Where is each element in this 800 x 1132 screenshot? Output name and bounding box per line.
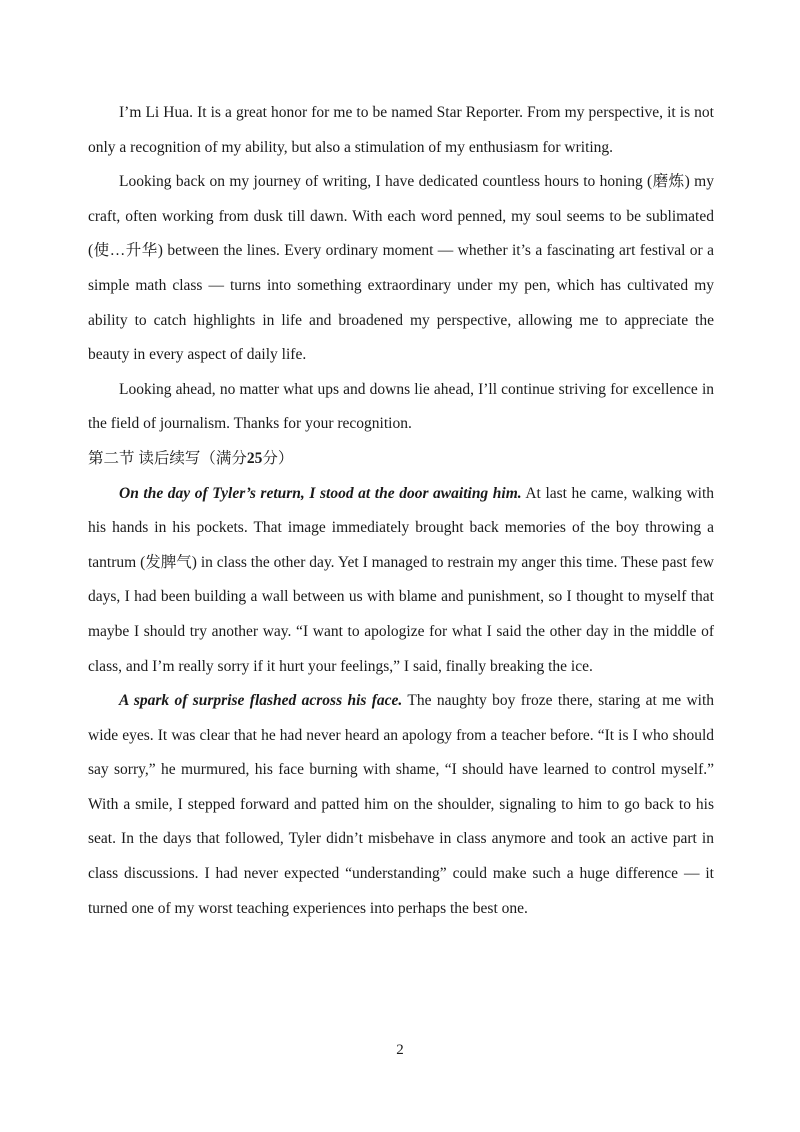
paragraph-body-text: The naughty boy froze there, staring at me with wide eyes. It was clear that he had never heard an apology from a teacher before. “It is I who should say sorry,” he murmured, his face burning with shame, “I should have learned to control myself.” With a smile, I stepped forward and patted him on the shoulder, signaling to him to go back to his seat. In the days that followed, Tyler didn’t misbehave in class anymore and took an active part in class discussions. I had never expected “understanding” could make such a huge difference — it turned one of my worst teaching experiences into perhaps the best one. [88,692,714,917]
paragraph-lead-sentence: On the day of Tyler’s return, I stood at the door awaiting him. [119,484,522,502]
page-number: 2 [396,1042,404,1058]
section-heading-suffix: 分） [262,449,294,467]
paragraph-journey: Looking back on my journey of writing, I have dedicated countless hours to honing (磨炼) my craft, often working from dusk till dawn. With each word penned, my soul seems to be sublimated (使…升华) between the lines. Every ordinary moment — whether it’s a fascinating art festival or a simple math class — turns into something extraordinary under my pen, which has cultivated my ability to catch highlights in life and broadened my perspective, allowing me to appreciate the beauty in every aspect of daily life. [88,173,714,364]
paragraph-lead-sentence: A spark of surprise flashed across his face. [119,692,403,710]
paragraph-looking-ahead: Looking ahead, no matter what ups and downs lie ahead, I’ll continue striving for excellence in the field of journalism. Thanks for your recognition. [88,380,714,433]
document-body [88,96,714,926]
paragraph-tyler-return [88,477,714,685]
section-heading-text: 第二节 读后续写（满分 [88,449,247,467]
section-heading-score: 25 [246,449,263,467]
paragraph-spark-surprise [88,684,714,926]
section-heading [88,442,714,477]
paragraph-intro: I’m Li Hua. It is a great honor for me to be named Star Reporter. From my perspective, it is not only a recognition of my ability, but also a stimulation of my enthusiasm for writing. [88,104,714,156]
paragraph-body-text: At last he came, walking with his hands in his pockets. That image immediately brought back memories of the boy throwing a tantrum (发脾气) in class the other day. Yet I managed to restrain my anger this time. These past few days, I had been building a wall between us with blame and punishment, so I thought to myself that maybe I should try another way. “I want to apologize for what I said the other day in the middle of class, and I’m really sorry if it hurt your feelings,” I said, finally breaking the ice. [88,484,714,675]
